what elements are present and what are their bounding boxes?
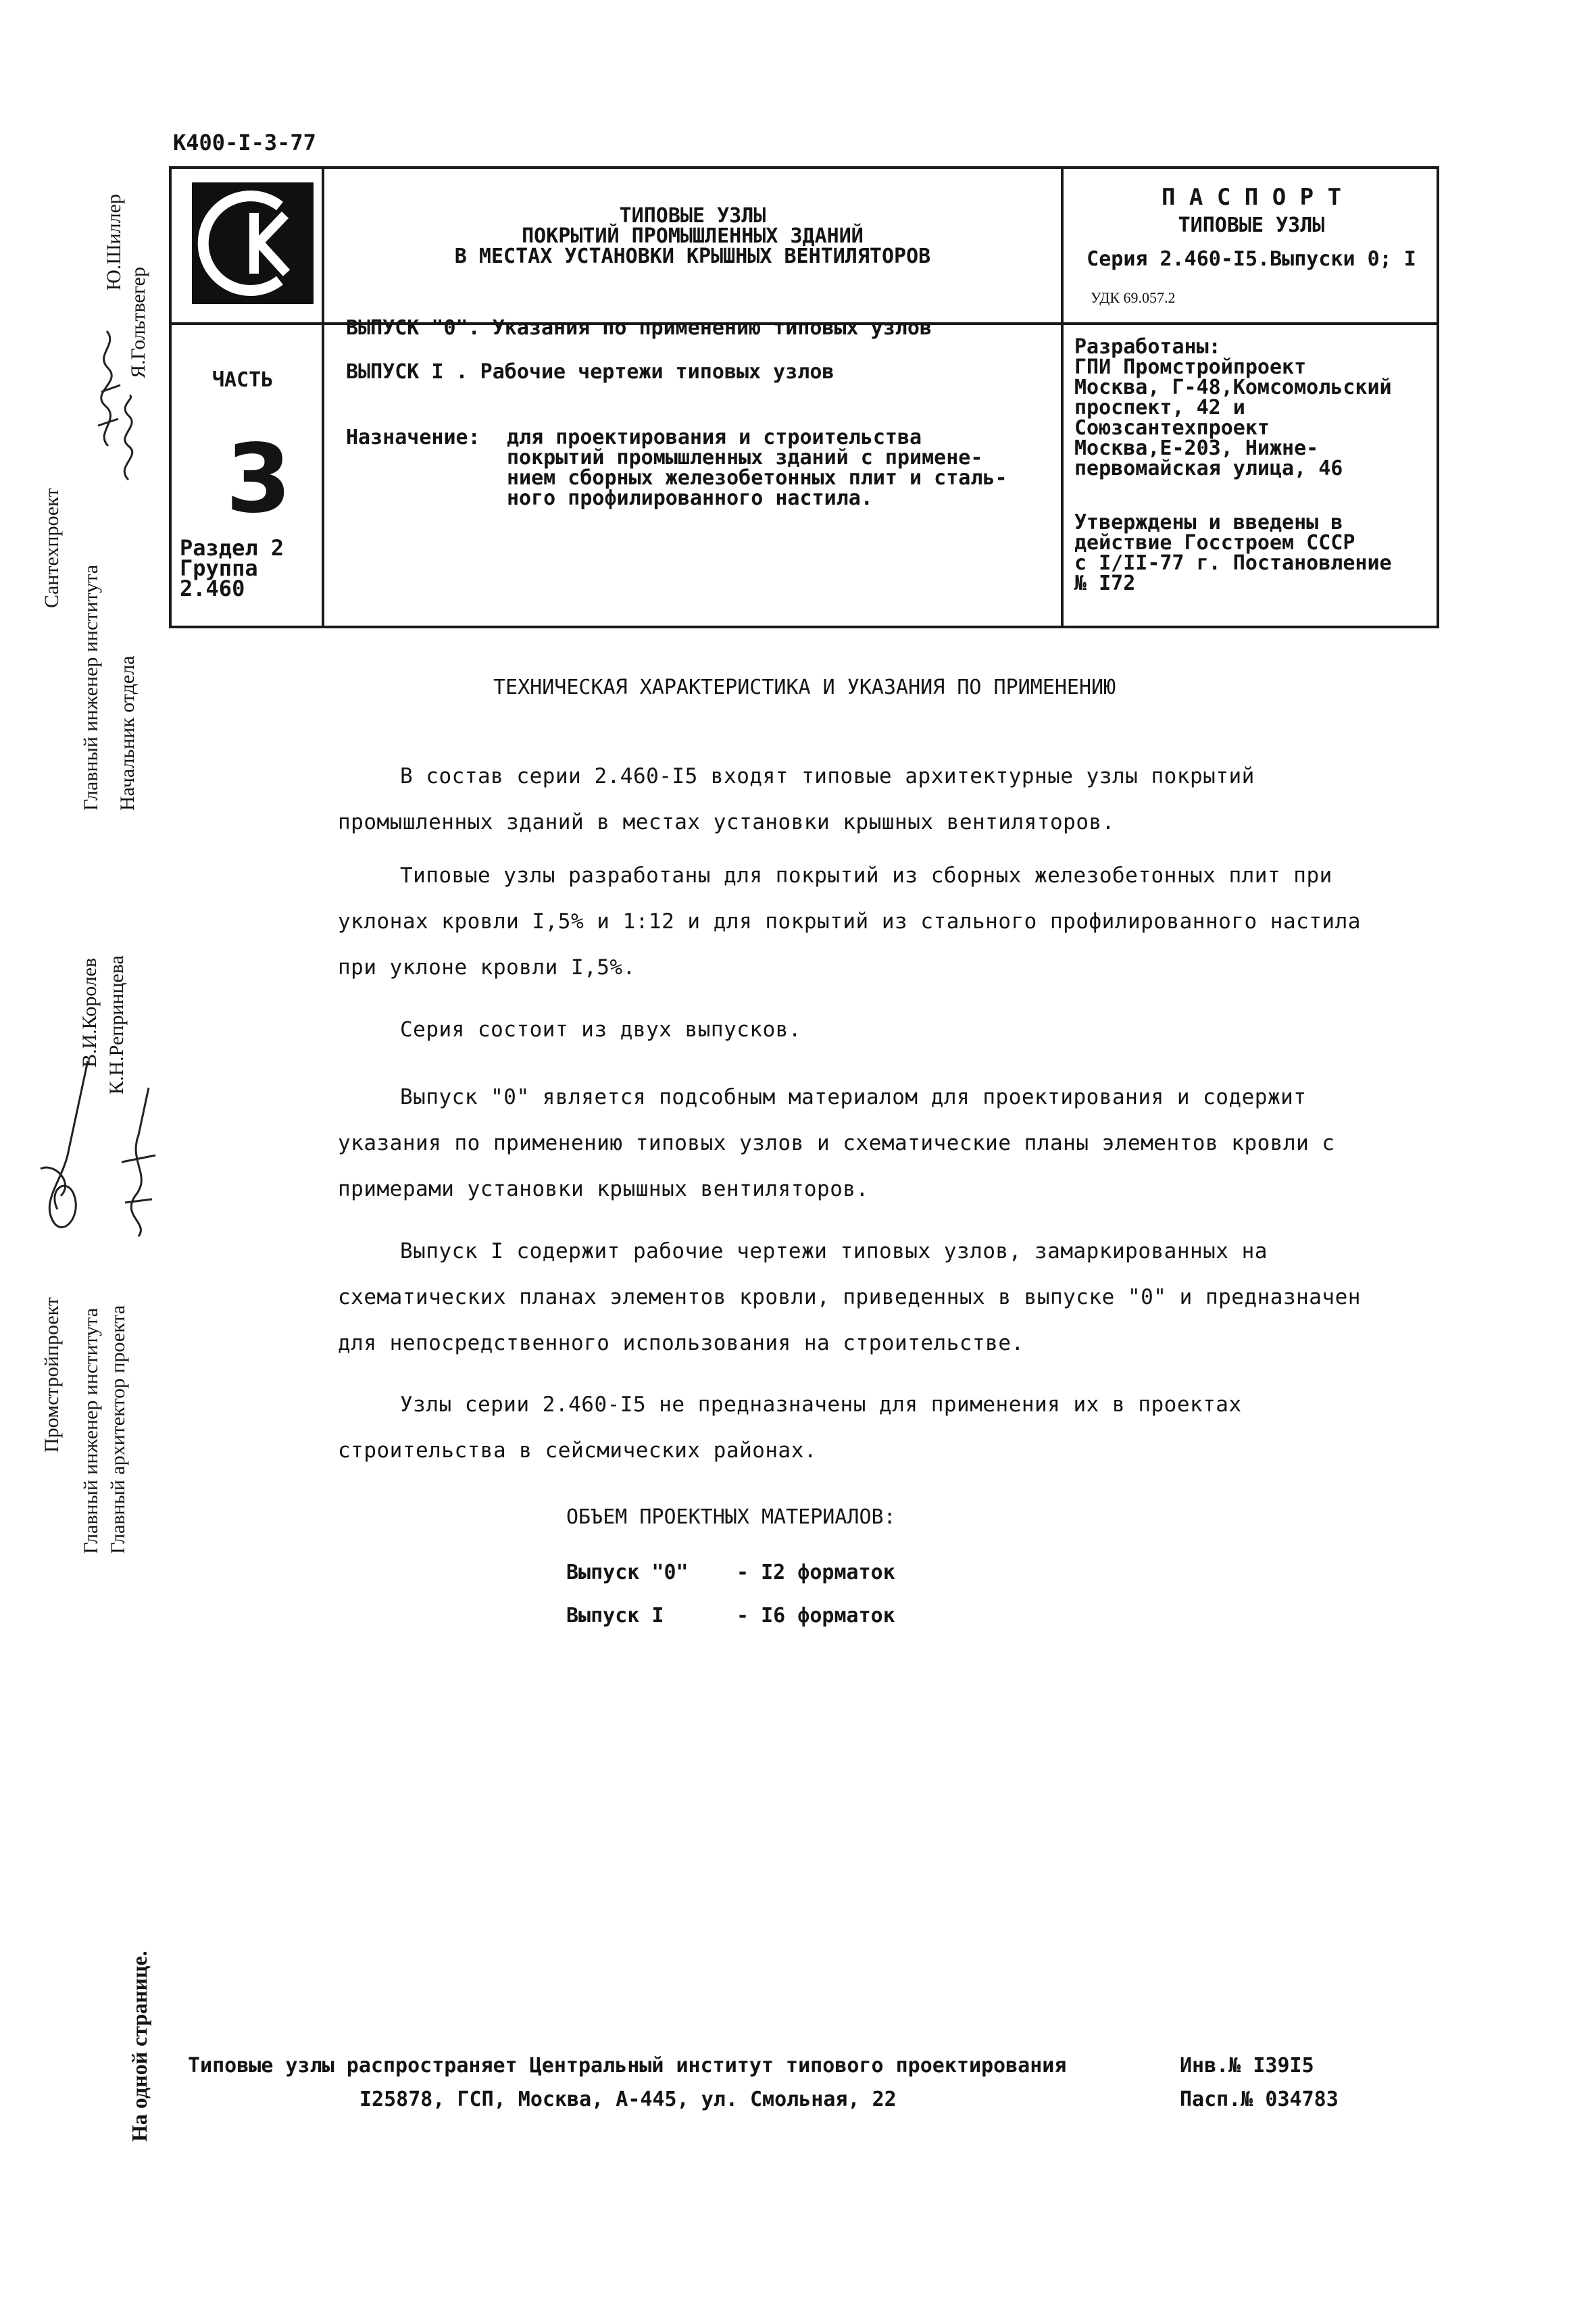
- developed-line-2: Москва, Г-48,Комсомольский: [1074, 376, 1392, 399]
- volume-row-1-issue: Выпуск I: [566, 1604, 664, 1628]
- footer-distributor-line-2: I25878, ГСП, Москва, А-445, ул. Смольная, 22: [359, 2088, 897, 2111]
- developed-line-3: проспект, 42 и: [1074, 396, 1245, 420]
- org1-label: Сантехпроект: [41, 488, 63, 608]
- developed-line-6: первомайская улица, 46: [1074, 457, 1343, 480]
- passport-stamp: [169, 166, 1439, 628]
- org2-chief-engineer-name: В.И.Королев: [78, 957, 101, 1067]
- volume-row-0-amount: - I2 форматок: [737, 1561, 895, 1584]
- paragraph-4: Выпуск "0" является подсобным материалом для проектирования и содержит указания по применению типовых узлов и схематические планы элементов кровли с примерами установки крышных вентиляторов.: [338, 1085, 1335, 1201]
- group-label: Группа: [180, 555, 258, 581]
- paragraph-6: Узлы серии 2.460-I5 не предназначены для применения их в проектах строительства в сейсмических районах.: [338, 1392, 1242, 1463]
- developed-line-5: Москва,Е-203, Нижне-: [1074, 436, 1319, 460]
- approved-line-1: Утверждены и введены в: [1074, 511, 1343, 534]
- volume-row-0-issue: Выпуск "0": [566, 1561, 689, 1584]
- footer-inventory-number: Инв.№ I39I5: [1180, 2054, 1314, 2078]
- org1-dept-head-label: Начальник отдела: [116, 655, 139, 811]
- footer-passport-number: Пасп.№ 034783: [1180, 2088, 1339, 2111]
- signature-goltveger: [108, 392, 149, 486]
- org2-chief-architect-name: К.Н.Репринцева: [105, 955, 128, 1095]
- developed-line-4: Союзсантехпроект: [1074, 416, 1270, 440]
- org2-chief-engineer-label: Главный инженер института: [80, 1307, 102, 1554]
- stamp-title-line-2: ПОКРЫТИЙ ПРОМЫШЛЕННЫХ ЗДАНИЙ: [522, 224, 864, 248]
- signature-reprintseva: [101, 1081, 169, 1243]
- volume-title: ОБЪЕМ ПРОЕКТНЫХ МАТЕРИАЛОВ:: [566, 1505, 896, 1529]
- passport-subtitle: ТИПОВЫЕ УЗЛЫ: [1178, 213, 1325, 237]
- purpose-line-3: нием сборных железобетонных плит и сталь-: [507, 466, 1007, 490]
- org1-chief-engineer-name: Ю.Шиллер: [103, 194, 125, 291]
- stamp-title-line-1: ТИПОВЫЕ УЗЛЫ: [619, 204, 766, 228]
- part-label: ЧАСТЬ: [212, 368, 274, 392]
- paragraph-2: Типовые узлы разработаны для покрытий из сборных железобетонных плит при уклонах кровли I,5% и 1:12 и для покрытий из стального профилированного настила при уклоне кровли I,5%.: [338, 863, 1361, 980]
- udk-line: УДК 69.057.2: [1091, 289, 1176, 306]
- purpose-line-2: покрытий промышленных зданий с примене-: [507, 446, 983, 470]
- series-line: Серия 2.460-I5.Выпуски 0; I: [1087, 247, 1416, 271]
- org2-chief-architect-label: Главный архитектор проекта: [107, 1305, 129, 1554]
- group-number: 2.460: [180, 576, 245, 601]
- approved-line-4: № I72: [1074, 572, 1136, 595]
- paragraph-3: Серия состоит из двух выпусков.: [400, 1017, 802, 1042]
- footer-distributor-line-1: Типовые узлы распространяет Центральный институт типового проектирования: [188, 2054, 1067, 2078]
- purpose-label: Назначение:: [346, 426, 480, 449]
- paragraph-1: В состав серии 2.460-I5 входят типовые архитектурные узлы покрытий промышленных зданий в местах установки крышных вентиляторов.: [338, 764, 1255, 834]
- developed-line-1: ГПИ Промстройпроект: [1074, 355, 1307, 379]
- part-number: 3: [226, 424, 292, 534]
- section-heading: ТЕХНИЧЕСКАЯ ХАРАКТЕРИСТИКА И УКАЗАНИЯ ПО ПРИМЕНЕНИЮ: [493, 676, 1116, 699]
- issue-1-line: ВЫПУСК I . Рабочие чертежи типовых узлов: [346, 360, 834, 384]
- org1-chief-engineer-label: Главный инженер института: [80, 564, 102, 811]
- purpose-line-4: ного профилированного настила.: [507, 486, 873, 510]
- single-page-note: На одной странице.: [127, 1951, 151, 2142]
- passport-title: П А С П О Р Т: [1161, 184, 1342, 211]
- approved-line-2: действие Госстроем СССР: [1074, 531, 1355, 555]
- section-label: Раздел 2: [180, 535, 284, 561]
- org2-label: Промстройпроект: [41, 1297, 63, 1453]
- signature-korolev: [27, 1054, 108, 1243]
- developed-label: Разработаны:: [1074, 335, 1221, 359]
- issue-0-line: ВЫПУСК "0". Указания по применению типовых узлов: [346, 316, 932, 340]
- stamp-title-line-3: В МЕСТАХ УСТАНОВКИ КРЫШНЫХ ВЕНТИЛЯТОРОВ: [454, 245, 931, 268]
- volume-row-1-amount: - I6 форматок: [737, 1604, 895, 1628]
- org1-dept-head-name: Я.Гольтвегер: [127, 267, 149, 378]
- paragraph-5: Выпуск I содержит рабочие чертежи типовых узлов, замаркированных на схематических планах элементов кровли, приведенных в выпуске "0" и предназначен для непосредственного использования на строительстве.: [338, 1239, 1361, 1355]
- approved-line-3: с I/II-77 г. Постановление: [1074, 551, 1392, 575]
- logo-sk: [192, 182, 314, 304]
- purpose-line-1: для проектирования и строительства: [507, 426, 922, 449]
- document-code: К400-I-3-77: [173, 130, 316, 155]
